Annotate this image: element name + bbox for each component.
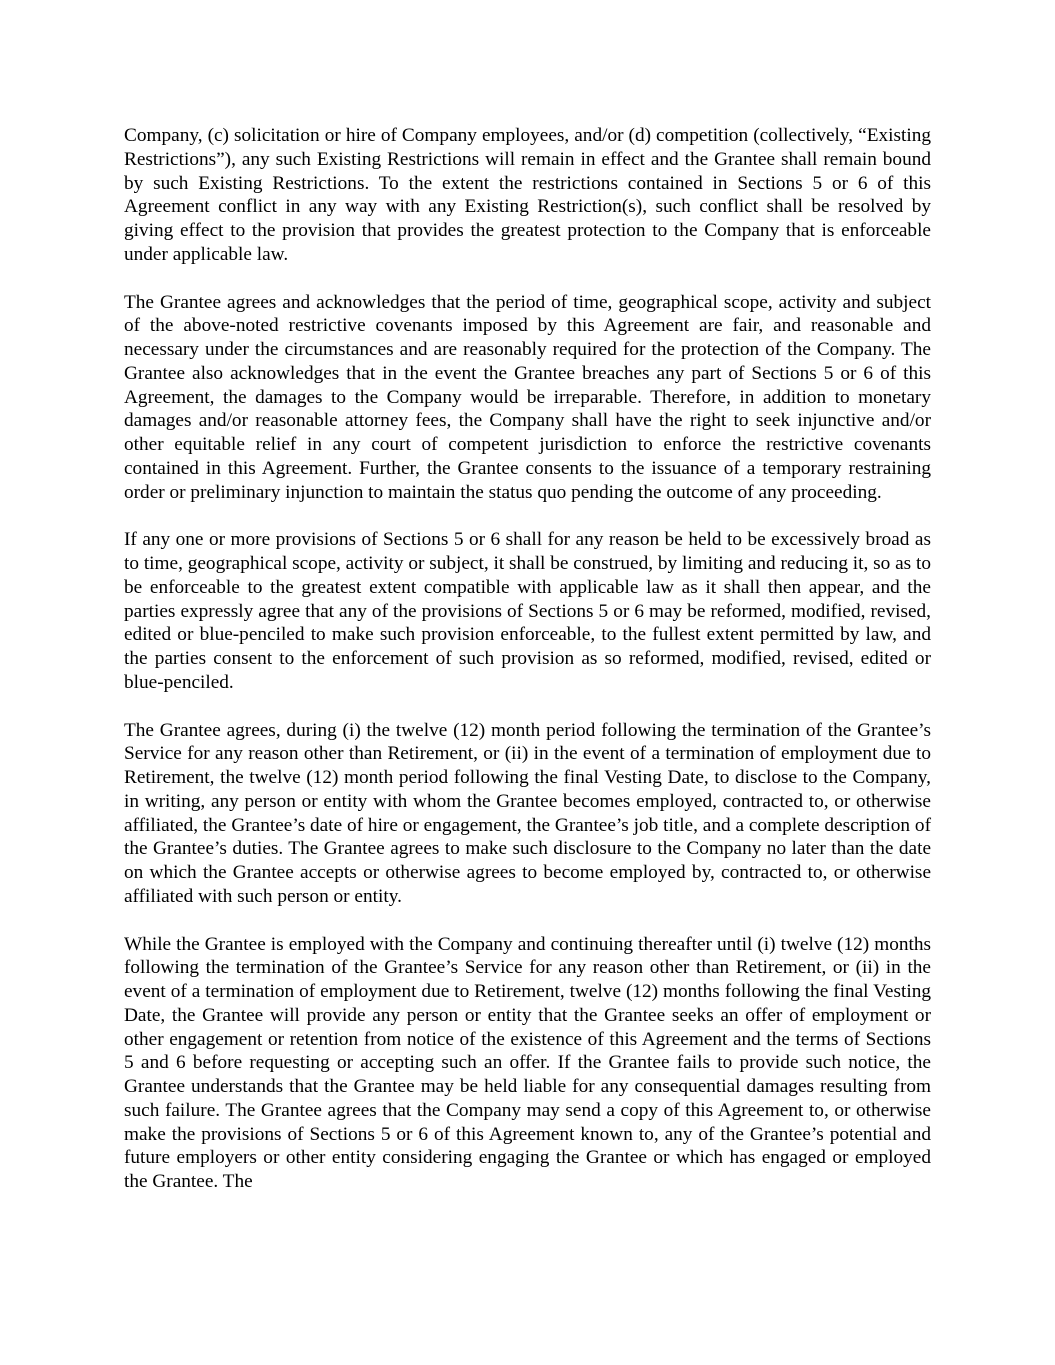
paragraph-existing-restrictions: Company, (c) solicitation or hire of Company employees, and/or (d) competition (collectively, “Existing Restrictions”), any such Existing Restrictions will remain in effect and the Grantee shall remain bound by such Existing Restrictions. To the extent the restrictions contained in Sections 5 or 6 of this Agreement conflict in any way with any Existing Restriction(s), such conflict shall be resolved by giving effect to the provision that provides the greatest protection to the Company that is enforceable under applicable law.: [124, 125, 931, 265]
paragraph-acknowledgement: The Grantee agrees and acknowledges that the period of time, geographical scope, activity and subject of the above-noted restrictive covenants imposed by this Agreement are fair, and reasonable and necessary under the circumstances and are reasonably required for the protection of the Company. The Grantee also acknowledges that in the event the Grantee breaches any part of Sections 5 or 6 of this Agreement, the damages to the Company would be irreparable. Therefore, in addition to monetary damages and/or reasonable attorney fees, the Company shall have the right to seek injunctive and/or other equitable relief in any court of competent jurisdiction to enforce the restrictive covenants contained in this Agreement. Further, the Grantee consents to the issuance of a temporary restraining order or preliminary injunction to maintain the status quo pending the outcome of any proceeding.: [124, 291, 931, 503]
paragraph-notice: While the Grantee is employed with the Company and continuing thereafter until (i) twelve (12) months following the termination of the Grantee’s Service for any reason other than Retirement, or (ii) in the event of a termination of employment due to Retirement, twelve (12) months following the final Vesting Date, the Grantee will provide any person or entity that the Grantee seeks an offer of employment or other engagement or retention from notice of the existence of this Agreement and the terms of Sections 5 and 6 before requesting or accepting such an offer. If the Grantee fails to provide such notice, the Grantee understands that the Grantee may be held liable for any consequential damages resulting from such failure. The Grantee agrees that the Company may send a copy of this Agreement to, or otherwise make the provisions of Sections 5 or 6 of this Agreement known to, any of the Grantee’s potential and future employers or other entity considering engaging the Grantee or which has engaged or employed the Grantee. The: [124, 933, 931, 1192]
paragraph-severability: If any one or more provisions of Sections 5 or 6 shall for any reason be held to be excessively broad as to time, geographical scope, activity or subject, it shall be construed, by limiting and reducing it, so as to be enforceable to the greatest extent compatible with applicable law as it shall then appear, and the parties expressly agree that any of the provisions of Sections 5 or 6 may be reformed, modified, revised, edited or blue-penciled to make such provision enforceable, to the fullest extent permitted by law, and the parties consent to the enforcement of such provision as so reformed, modified, revised, edited or blue-penciled.: [124, 529, 931, 693]
paragraph-disclosure: The Grantee agrees, during (i) the twelve (12) month period following the termination of the Grantee’s Service for any reason other than Retirement, or (ii) in the event of a termination of employment due to Retirement, the twelve (12) month period following the final Vesting Date, to disclose to the Company, in writing, any person or entity with whom the Grantee becomes employed, contracted to, or otherwise affiliated, the Grantee’s date of hire or engagement, the Grantee’s job title, and a complete description of the Grantee’s duties. The Grantee agrees to make such disclosure to the Company no later than the date on which the Grantee accepts or otherwise agrees to become employed by, contracted to, or otherwise affiliated with such person or entity.: [124, 719, 931, 907]
